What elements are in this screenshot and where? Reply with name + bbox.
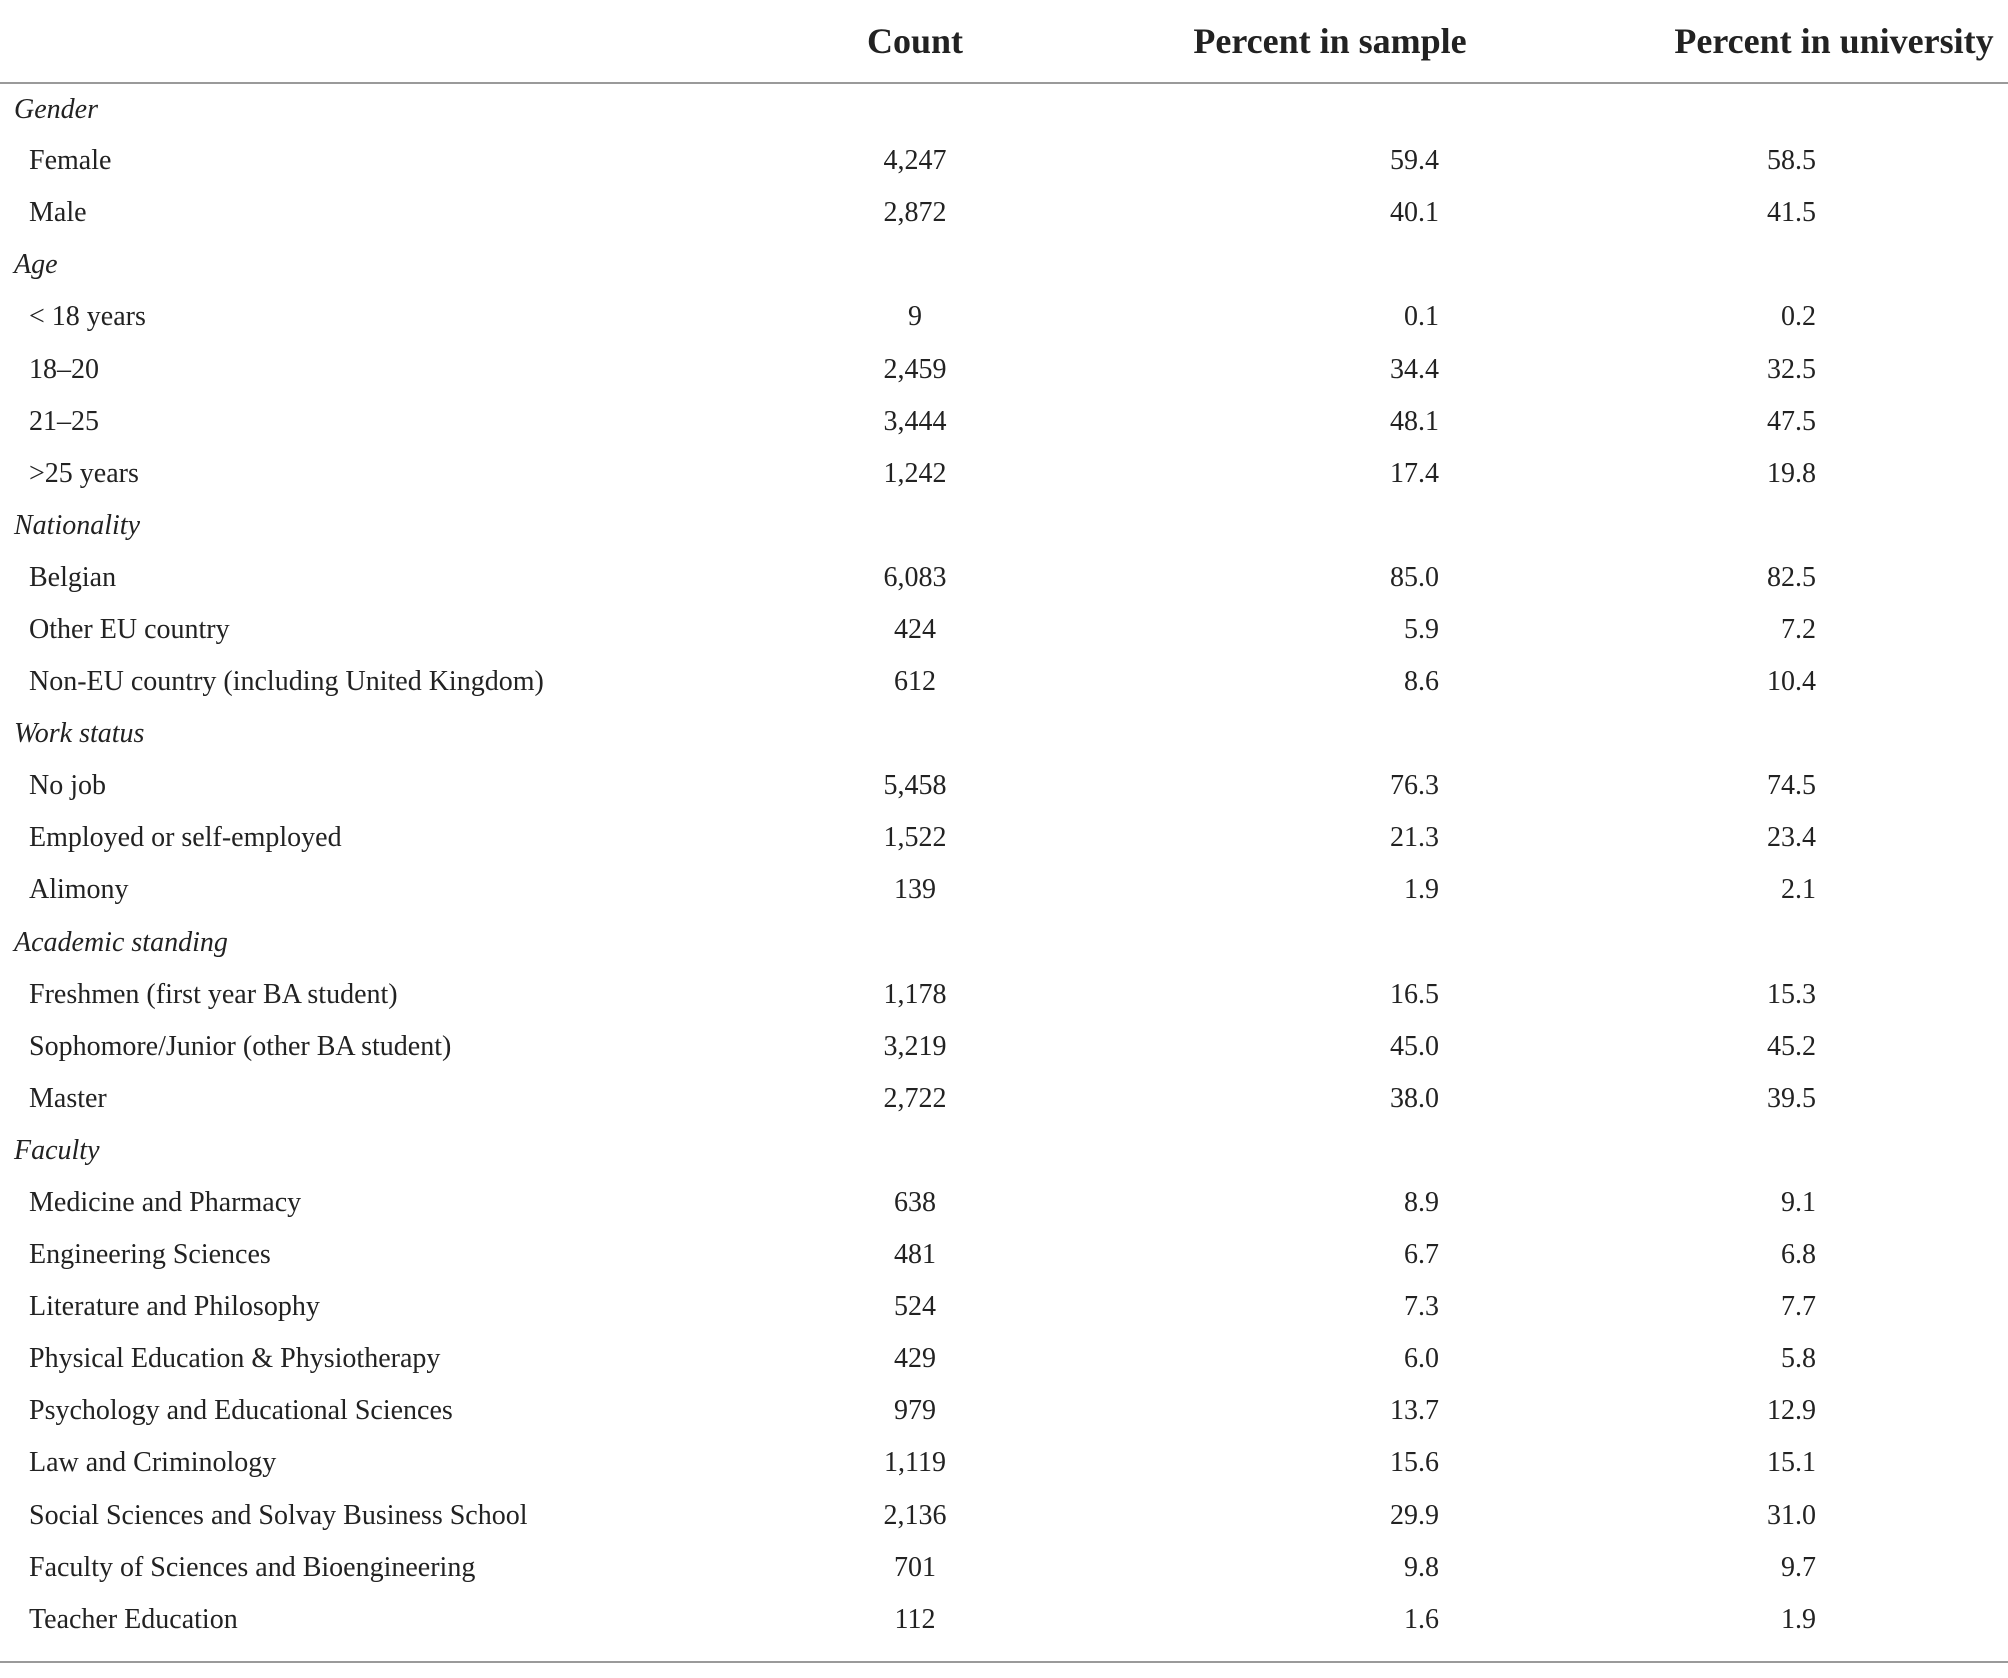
percent-university-cell [1540, 1437, 2008, 1489]
percent-sample-cell-value: 5.9 [1404, 613, 1439, 645]
count-cell: 2,872 [883, 197, 947, 229]
percent-university-cell [1540, 1490, 2008, 1542]
count-cell: 701 [894, 1551, 936, 1583]
percent-sample-cell-value: 6.0 [1404, 1343, 1439, 1375]
percent-university-cell-value: 47.5 [1767, 405, 1816, 437]
table-row [0, 135, 2008, 187]
row-label: Female [29, 145, 112, 177]
header-count: Count [770, 0, 1060, 83]
group-label: Academic standing [14, 926, 228, 958]
percent-university-cell [1540, 969, 2008, 1021]
percent-sample-cell-value: 76.3 [1390, 770, 1439, 802]
count-cell: 979 [894, 1395, 936, 1427]
percent-university-cell [1540, 1594, 2008, 1646]
percent-sample-cell [1060, 864, 1540, 916]
row-label: Master [29, 1082, 107, 1114]
row-label: Other EU country [29, 613, 230, 645]
row-label: Law and Criminology [29, 1447, 277, 1479]
table-row [0, 656, 2008, 708]
table-row [0, 1490, 2008, 1542]
percent-sample-cell-value: 6.7 [1404, 1239, 1439, 1271]
count-cell: 429 [894, 1343, 936, 1375]
percent-university-cell-value: 1.9 [1781, 1603, 1816, 1635]
count-cell: 3,219 [883, 1030, 947, 1062]
percent-university-cell-value: 82.5 [1767, 561, 1816, 593]
percent-sample-cell [1060, 969, 1540, 1021]
table-row [0, 604, 2008, 656]
header-row [0, 0, 2008, 83]
count-cell: 2,459 [883, 353, 947, 385]
percent-university-cell-value: 9.1 [1781, 1187, 1816, 1219]
count-cell: 424 [894, 613, 936, 645]
percent-sample-cell-value: 1.9 [1404, 874, 1439, 906]
percent-sample-cell [1060, 1229, 1540, 1281]
percent-university-cell [1540, 187, 2008, 239]
percent-university-cell-value: 32.5 [1767, 353, 1816, 385]
percent-university-cell [1540, 1177, 2008, 1229]
row-label: Male [29, 197, 87, 229]
header-percent-university: Percent in university [1540, 0, 2008, 83]
table-row [0, 552, 2008, 604]
row-label: Psychology and Educational Sciences [29, 1395, 453, 1427]
percent-university-cell-value: 45.2 [1767, 1030, 1816, 1062]
count-cell: 1,242 [883, 457, 947, 489]
count-cell: 6,083 [883, 561, 947, 593]
count-cell: 2,722 [883, 1082, 947, 1114]
percent-university-cell [1540, 448, 2008, 500]
percent-sample-cell [1060, 291, 1540, 343]
table-row [0, 1542, 2008, 1594]
percent-sample-cell [1060, 1542, 1540, 1594]
group-row [0, 500, 2008, 552]
percent-sample-cell-value: 9.8 [1404, 1551, 1439, 1583]
percent-sample-cell-value: 13.7 [1390, 1395, 1439, 1427]
percent-sample-cell [1060, 604, 1540, 656]
row-label: Alimony [29, 874, 129, 906]
count-cell: 612 [894, 666, 936, 698]
percent-university-cell-value: 58.5 [1767, 145, 1816, 177]
percent-university-cell-value: 23.4 [1767, 822, 1816, 854]
table-row [0, 187, 2008, 239]
row-label: Social Sciences and Solvay Business School [29, 1499, 528, 1531]
percent-university-cell [1540, 1021, 2008, 1073]
row-label: Literature and Philosophy [29, 1291, 320, 1323]
group-label: Nationality [14, 509, 140, 541]
percent-sample-cell-value: 85.0 [1390, 561, 1439, 593]
percent-sample-cell-value: 59.4 [1390, 145, 1439, 177]
header-percent-sample: Percent in sample [1060, 0, 1540, 83]
table-row [0, 291, 2008, 343]
percent-sample-cell-value: 21.3 [1390, 822, 1439, 854]
percent-university-cell [1540, 135, 2008, 187]
percent-sample-cell-value: 0.1 [1404, 301, 1439, 333]
percent-university-cell-value: 7.2 [1781, 613, 1816, 645]
percent-sample-cell [1060, 552, 1540, 604]
percent-sample-cell-value: 17.4 [1390, 457, 1439, 489]
table-row [0, 1177, 2008, 1229]
header-label [0, 0, 770, 83]
percent-university-cell-value: 7.7 [1781, 1291, 1816, 1323]
percent-sample-cell [1060, 1281, 1540, 1333]
percent-sample-cell-value: 7.3 [1404, 1291, 1439, 1323]
percent-sample-cell [1060, 343, 1540, 395]
group-label: Work status [14, 718, 145, 750]
percent-university-cell-value: 6.8 [1781, 1239, 1816, 1271]
percent-university-cell [1540, 760, 2008, 812]
row-label: 21–25 [29, 405, 99, 437]
percent-sample-cell [1060, 135, 1540, 187]
percent-sample-cell-value: 48.1 [1390, 405, 1439, 437]
percent-university-cell-value: 2.1 [1781, 874, 1816, 906]
count-cell: 1,178 [883, 978, 947, 1010]
percent-sample-cell [1060, 1177, 1540, 1229]
count-cell: 112 [894, 1603, 936, 1635]
group-row [0, 1125, 2008, 1177]
table-row [0, 969, 2008, 1021]
group-label: Age [14, 249, 58, 281]
percent-sample-cell-value: 34.4 [1390, 353, 1439, 385]
row-label: >25 years [29, 457, 139, 489]
table-row [0, 343, 2008, 395]
percent-sample-cell [1060, 1594, 1540, 1646]
percent-university-cell-value: 0.2 [1781, 301, 1816, 333]
percent-sample-cell-value: 8.9 [1404, 1187, 1439, 1219]
percent-university-cell-value: 31.0 [1767, 1499, 1816, 1531]
group-row [0, 917, 2008, 969]
percent-sample-cell-value: 1.6 [1404, 1603, 1439, 1635]
percent-sample-cell [1060, 1437, 1540, 1489]
percent-university-cell-value: 39.5 [1767, 1082, 1816, 1114]
percent-sample-cell-value: 38.0 [1390, 1082, 1439, 1114]
percent-university-cell [1540, 656, 2008, 708]
percent-university-cell [1540, 1281, 2008, 1333]
percent-sample-cell-value: 40.1 [1390, 197, 1439, 229]
percent-sample-cell-value: 15.6 [1390, 1447, 1439, 1479]
percent-university-cell-value: 19.8 [1767, 457, 1816, 489]
row-label: < 18 years [29, 301, 146, 333]
row-label: Employed or self-employed [29, 822, 342, 854]
table-row [0, 812, 2008, 864]
row-label: Belgian [29, 561, 117, 593]
percent-sample-cell [1060, 448, 1540, 500]
group-row [0, 708, 2008, 760]
percent-university-cell-value: 9.7 [1781, 1551, 1816, 1583]
row-label: Teacher Education [29, 1603, 238, 1635]
table-bottom-rule [0, 1661, 2008, 1663]
percent-university-cell-value: 12.9 [1767, 1395, 1816, 1427]
percent-sample-cell [1060, 1333, 1540, 1385]
percent-sample-cell-value: 45.0 [1390, 1030, 1439, 1062]
row-label: No job [29, 770, 106, 802]
table-row [0, 1229, 2008, 1281]
count-cell: 4,247 [883, 145, 947, 177]
count-cell: 3,444 [883, 405, 947, 437]
table-row [0, 1021, 2008, 1073]
table-row [0, 1073, 2008, 1125]
row-label: 18–20 [29, 353, 99, 385]
percent-university-cell [1540, 1073, 2008, 1125]
percent-sample-cell [1060, 396, 1540, 448]
percent-university-cell-value: 74.5 [1767, 770, 1816, 802]
percent-university-cell [1540, 291, 2008, 343]
table-row [0, 448, 2008, 500]
percent-university-cell [1540, 552, 2008, 604]
percent-sample-cell [1060, 1385, 1540, 1437]
percent-sample-cell [1060, 656, 1540, 708]
row-label: Physical Education & Physiotherapy [29, 1343, 441, 1375]
table-row [0, 1281, 2008, 1333]
percent-sample-cell [1060, 812, 1540, 864]
percent-sample-cell [1060, 1490, 1540, 1542]
percent-sample-cell [1060, 187, 1540, 239]
percent-university-cell [1540, 343, 2008, 395]
table-row [0, 1594, 2008, 1646]
row-label: Freshmen (first year BA student) [29, 978, 398, 1010]
percent-university-cell [1540, 1542, 2008, 1594]
table-row [0, 1333, 2008, 1385]
row-label: Non-EU country (including United Kingdom) [29, 666, 544, 698]
percent-university-cell-value: 41.5 [1767, 197, 1816, 229]
percent-university-cell-value: 5.8 [1781, 1343, 1816, 1375]
percent-sample-cell-value: 29.9 [1390, 1499, 1439, 1531]
count-cell: 139 [894, 874, 936, 906]
table-row [0, 1437, 2008, 1489]
group-label: Gender [14, 93, 98, 125]
table-header [0, 0, 2008, 83]
percent-university-cell-value: 15.3 [1767, 978, 1816, 1010]
percent-sample-cell [1060, 1021, 1540, 1073]
table-body [0, 83, 2008, 1646]
count-cell: 5,458 [883, 770, 947, 802]
percent-sample-cell [1060, 760, 1540, 812]
table-row [0, 864, 2008, 916]
percent-university-cell-value: 15.1 [1767, 1447, 1816, 1479]
table-row [0, 396, 2008, 448]
percent-university-cell [1540, 1385, 2008, 1437]
percent-university-cell [1540, 812, 2008, 864]
percent-university-cell-value: 10.4 [1767, 666, 1816, 698]
count-cell: 638 [894, 1187, 936, 1219]
group-row [0, 83, 2008, 135]
row-label: Medicine and Pharmacy [29, 1187, 302, 1219]
count-cell: 9 [908, 301, 922, 333]
percent-sample-cell-value: 16.5 [1390, 978, 1439, 1010]
percent-university-cell [1540, 864, 2008, 916]
row-label: Engineering Sciences [29, 1239, 271, 1271]
row-label: Faculty of Sciences and Bioengineering [29, 1551, 476, 1583]
count-cell: 1,522 [883, 822, 947, 854]
percent-university-cell [1540, 604, 2008, 656]
row-label: Sophomore/Junior (other BA student) [29, 1030, 452, 1062]
group-label: Faculty [14, 1134, 100, 1166]
count-cell: 1,119 [884, 1447, 946, 1479]
percent-sample-cell [1060, 1073, 1540, 1125]
percent-sample-cell-value: 8.6 [1404, 666, 1439, 698]
table-row [0, 1385, 2008, 1437]
count-cell: 2,136 [883, 1499, 947, 1531]
percent-university-cell [1540, 1333, 2008, 1385]
table-row [0, 760, 2008, 812]
percent-university-cell [1540, 1229, 2008, 1281]
count-cell: 524 [894, 1291, 936, 1323]
percent-university-cell [1540, 396, 2008, 448]
group-row [0, 239, 2008, 291]
count-cell: 481 [894, 1239, 936, 1271]
